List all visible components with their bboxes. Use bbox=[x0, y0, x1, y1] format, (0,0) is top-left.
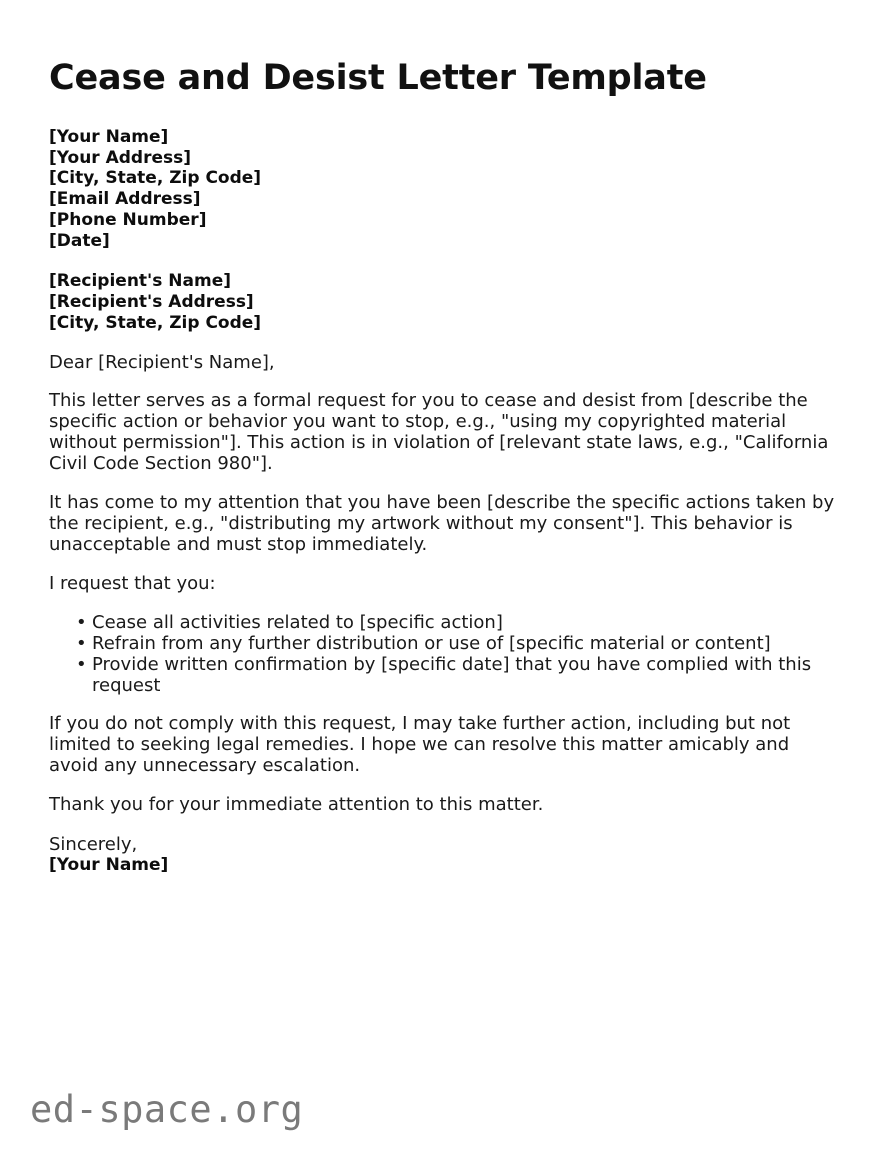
page-title: Cease and Desist Letter Template bbox=[49, 58, 707, 98]
list-item: • Refrain from any further distribution or use of [specific material or content] bbox=[49, 633, 840, 654]
recipient-city-state-zip-line: [City, State, Zip Code] bbox=[49, 312, 262, 333]
sender-phone-line: [Phone Number] bbox=[49, 209, 207, 230]
sender-email-line: [Email Address] bbox=[49, 189, 201, 210]
sender-address-block bbox=[49, 127, 840, 251]
signature-name: [Your Name] bbox=[49, 855, 169, 876]
body-paragraph-4: Thank you for your immediate attention to this matter. bbox=[49, 794, 544, 816]
document-content bbox=[49, 0, 840, 876]
body-paragraph-2: It has come to my attention that you have been [describe the specific actions taken by the recipient, e.g., "distributing my artwork without my consent"]. This behavior is unacceptable and must stop immediately. bbox=[49, 492, 835, 556]
sender-date-line: [Date] bbox=[49, 230, 110, 251]
salutation: Dear [Recipient's Name], bbox=[49, 352, 275, 374]
site-watermark: ed-space.org bbox=[30, 1088, 304, 1131]
closing-word: Sincerely, bbox=[49, 834, 138, 856]
body-paragraph-3: If you do not comply with this request, I may take further action, including but not limited to seeking legal remedies. I hope we can resolve this matter amicably and avoid any unnecessary escalation. bbox=[49, 713, 791, 777]
recipient-address-block bbox=[49, 271, 840, 333]
list-item: • Cease all activities related to [specific action] bbox=[49, 612, 840, 633]
recipient-address-line: [Recipient's Address] bbox=[49, 291, 254, 312]
sender-name-line: [Your Name] bbox=[49, 127, 169, 147]
list-item: • Provide written confirmation by [specific date] that you have complied with this request bbox=[49, 654, 840, 696]
request-list bbox=[49, 612, 840, 696]
sender-city-state-zip-line: [City, State, Zip Code] bbox=[49, 168, 262, 189]
body-paragraph-1: This letter serves as a formal request for you to cease and desist from [describe the specific action or behavior you want to stop, e.g., "using my copyrighted material without permission"]. This action is in violation of [relevant state laws, e.g., "California Civil Code Section 980"]. bbox=[49, 390, 829, 475]
sender-address-line: [Your Address] bbox=[49, 147, 192, 168]
request-intro: I request that you: bbox=[49, 573, 216, 595]
recipient-name-line: [Recipient's Name] bbox=[49, 271, 232, 292]
